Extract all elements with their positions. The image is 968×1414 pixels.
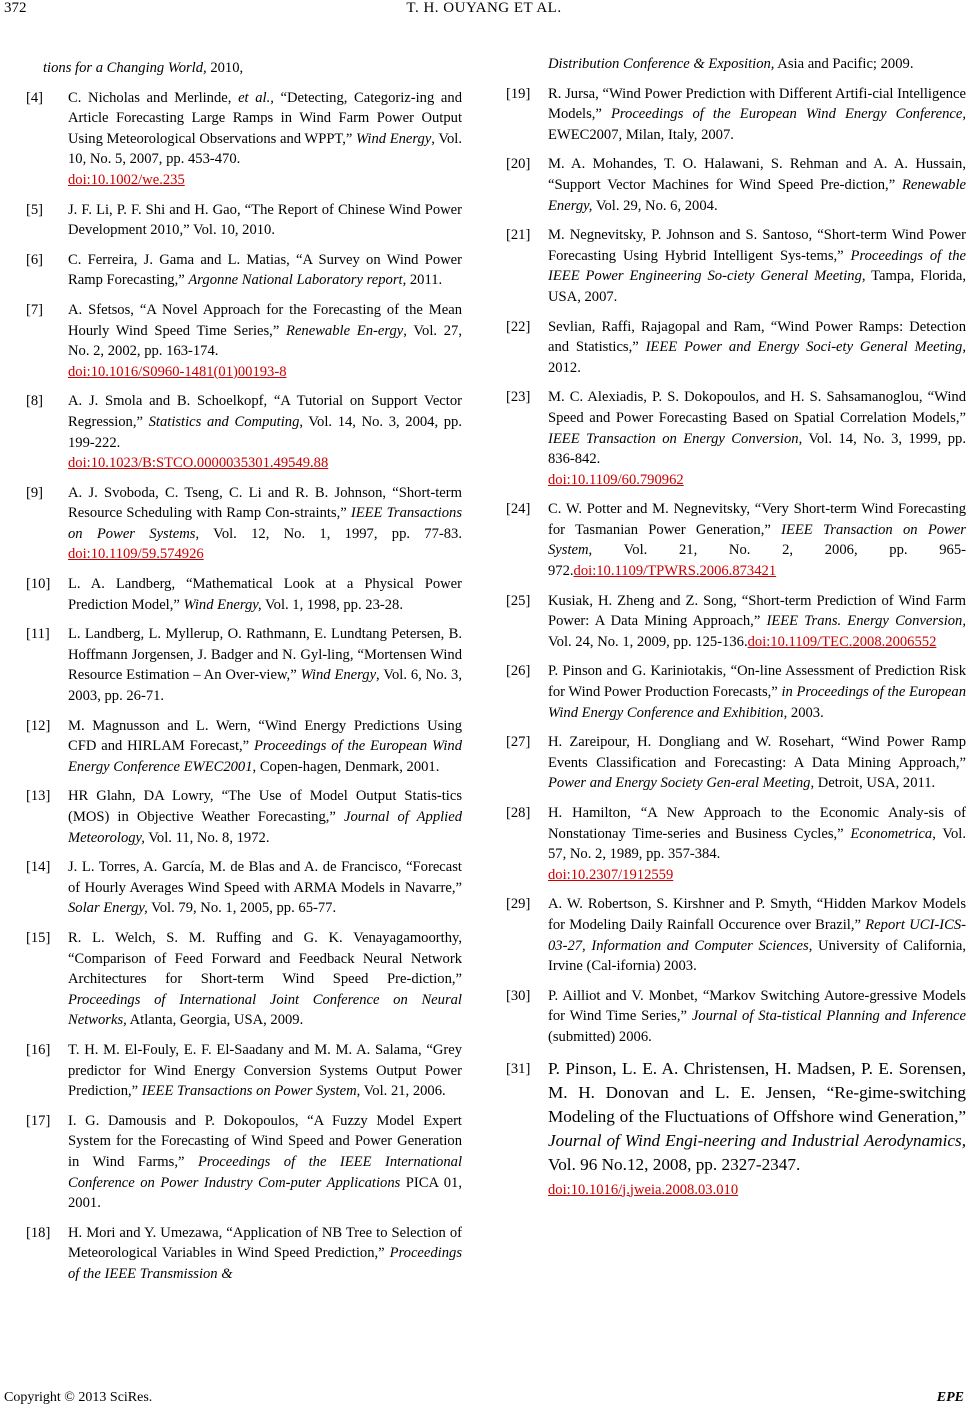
reference-item	[506, 154, 966, 216]
continued-title: Distribution Conference & Exposition,	[548, 56, 775, 72]
left-column	[26, 58, 462, 1293]
reference-source: Solar Energy,	[68, 900, 148, 917]
reference-text	[548, 732, 966, 794]
doi-link[interactable]: doi:10.2307/1912559	[548, 866, 674, 883]
reference-source: Journal of Applied Meteorology,	[68, 809, 462, 846]
reference-source: Proceedings of the IEEE International Conference on Power Industry Com-puter Applications	[68, 1153, 462, 1191]
reference-number: [10]	[26, 576, 51, 593]
reference-number: [4]	[26, 89, 44, 106]
doi-link[interactable]: doi:10.1109/TPWRS.2006.873421	[573, 563, 777, 580]
reference-segment: A. W. Robertson, S. Kirshner and P. Smyth, “Hidden Markov Models for Modeling Daily Rainfall Occurence over Brazil,”	[548, 896, 966, 933]
reference-segment: Sevlian, Raffi, Rajagopal and Ram, “Wind Power Ramps: Detection and Statistics,”	[548, 318, 966, 356]
reference-number: [9]	[26, 484, 44, 501]
reference-item	[506, 387, 966, 490]
reference-source: Wind Energy	[300, 667, 377, 684]
reference-segment: “Detecting, Categoriz-ing and Article Forecasting Large Ramps in Wind Farm Power Output Using Meteorological Observations and WPPT,”	[68, 89, 462, 147]
reference-source: in Proceedings of the European Wind Energy Conference and Exhibition	[548, 684, 966, 721]
reference-segment: PICA 01, 2001.	[68, 1174, 462, 1212]
reference-source: Renewable Energy,	[548, 176, 966, 214]
reference-source: Power and Energy Society Gen-eral Meeting	[548, 775, 811, 792]
reference-text	[548, 591, 966, 653]
reference-item	[506, 732, 966, 794]
reference-text	[68, 786, 462, 848]
reference-text	[68, 1111, 462, 1214]
reference-text	[548, 986, 966, 1048]
running-title: T. H. OUYANG ET AL.	[406, 0, 562, 16]
reference-text	[68, 574, 462, 615]
reference-segment: , Copen-hagen, Denmark, 2001.	[252, 758, 440, 775]
reference-segment: P. Pinson, L. E. A. Christensen, H. Madsen, P. E. Sorensen, M. H. Donovan and L. E. Jensen, “Re-gime-switching Modeling of the Fluctuations of Offshore wind Generation,”	[548, 1058, 966, 1126]
reference-item	[506, 661, 966, 723]
doi-link[interactable]: doi:10.1109/60.790962	[548, 471, 684, 488]
reference-text	[548, 154, 966, 216]
reference-item	[506, 894, 966, 976]
reference-source: Wind Energy	[356, 130, 432, 147]
reference-segment: , Detroit, USA, 2011.	[810, 775, 936, 792]
continued-reference	[548, 54, 966, 75]
reference-text	[548, 84, 966, 146]
reference-item	[26, 574, 462, 615]
reference-segment: A. Sfetsos, “A Novel Approach for the Forecasting of the Mean Hourly Wind Speed Time Series,”	[68, 301, 462, 339]
reference-segment: C. Nicholas and Merlinde,	[68, 89, 239, 106]
reference-segment: M. A. Mohandes, T. O. Halawani, S. Rehman and A. A. Hussain, “Support Vector Machines for Wind Speed Pre-diction,”	[548, 156, 966, 193]
reference-segment: Vol. 79, No. 1, 2005, pp. 65-77.	[147, 900, 337, 917]
reference-number: [14]	[26, 859, 51, 876]
reference-segment: , Vol. 14, No. 3, 2004, pp. 199-222.	[68, 413, 462, 451]
reference-text	[68, 857, 462, 919]
reference-item	[26, 1223, 462, 1285]
reference-text	[548, 803, 966, 885]
reference-item	[506, 986, 966, 1048]
reference-segment: Tampa, Florida, USA, 2007.	[548, 268, 966, 305]
reference-item	[26, 88, 462, 191]
reference-item	[506, 591, 966, 653]
reference-segment: A. J. Smola and B. Schoelkopf, “A Tutorial on Support Vector Regression,”	[68, 393, 462, 430]
reference-segment: EWEC2007, Milan, Italy, 2007.	[548, 126, 734, 143]
reference-segment: H. Hamilton, “A New Approach to the Economic Analy-sis of Nonstationay Time-series and Business Cycles,”	[548, 805, 966, 842]
reference-item	[506, 84, 966, 146]
reference-number: [23]	[506, 389, 531, 406]
reference-item	[506, 225, 966, 307]
reference-source: Journal of Wind Engi-neering and Industrial Aerodynamics,	[548, 1130, 966, 1150]
reference-text	[68, 88, 462, 191]
reference-segment: , Vol. 12, No. 1, 1997, pp. 77-83.	[195, 525, 462, 542]
reference-number: [25]	[506, 592, 531, 609]
reference-text	[68, 483, 462, 565]
reference-segment: , Vol. 27, No. 2, 2002, pp. 163-174.	[68, 322, 462, 360]
reference-segment: , Vol. 6, No. 3, 2003, pp. 26-71.	[68, 667, 462, 705]
reference-segment: , Vol. 21, 2006.	[356, 1083, 446, 1100]
reference-segment: P. Pinson and G. Kariniotakis, “On-line Assessment of Prediction Risk for Wind Power Production Forecasts,”	[548, 663, 966, 701]
reference-text	[68, 716, 462, 778]
reference-segment: , Vol. 57, No. 2, 1989, pp. 357-384.	[548, 825, 966, 863]
reference-number: [22]	[506, 318, 531, 335]
reference-source: Proceedings of International Joint Conference on Neural Networks,	[68, 991, 462, 1029]
reference-item	[26, 250, 462, 291]
reference-source: IEEE Transactions on Power Systems	[68, 505, 463, 542]
reference-text	[68, 1040, 462, 1102]
reference-number: [27]	[506, 734, 531, 751]
page-number: 372	[4, 0, 27, 16]
reference-source: Proceedings of the IEEE Transmission &	[68, 1245, 462, 1282]
reference-number: [24]	[506, 501, 531, 518]
reference-segment: C. Ferreira, J. Gama and L. Matias, “A Survey on Wind Power Ramp Forecasting,”	[68, 251, 462, 289]
reference-text	[68, 624, 462, 706]
reference-segment: R. Jursa, “Wind Power Prediction with Different Artifi-cial Intelligence Models,”	[548, 85, 966, 123]
continued-reference	[43, 58, 462, 79]
doi-link[interactable]: doi:10.1016/j.jweia.2008.03.010	[548, 1181, 739, 1198]
reference-text	[548, 387, 966, 490]
reference-item	[506, 803, 966, 885]
reference-source: Journal of Sta-tistical Planning and Inference	[691, 1008, 967, 1025]
reference-segment: C. W. Potter and M. Negnevitsky, “Very Short-term Wind Forecasting for Tasmanian Power Generation,”	[548, 501, 966, 538]
reference-segment: Kusiak, H. Zheng and Z. Song, “Short-term Prediction of Wind Farm Power: A Data Mining Approach,”	[548, 592, 966, 630]
reference-text	[548, 661, 966, 723]
reference-number: [28]	[506, 805, 531, 821]
reference-segment: H. Zareipour, H. Dongliang and W. Rosehart, “Wind Power Ramp Events Classification and Forecasting: A Data Mining Approach,”	[548, 734, 966, 771]
doi-link[interactable]: doi:10.1109/59.574926	[68, 546, 204, 563]
doi-link[interactable]: doi:10.1002/we.235	[68, 171, 185, 188]
reference-source: IEEE Transaction on Power System	[548, 521, 966, 559]
reference-source: Proceedings of the European Wind Energy Conference,	[610, 106, 966, 123]
reference-number: [19]	[506, 85, 531, 102]
continued-title: tions for a Changing World,	[43, 60, 207, 76]
reference-segment: University of California, Irvine (Cal-ifornia) 2003.	[548, 937, 966, 975]
reference-list-left	[26, 88, 462, 1285]
reference-number: [8]	[26, 393, 44, 410]
reference-text	[68, 1223, 462, 1285]
reference-number: [21]	[506, 227, 531, 244]
reference-item	[506, 499, 966, 581]
reference-segment: J. L. Torres, A. García, M. de Blas and A. de Francisco, “Forecast of Hourly Averages Wind Speed with ARMA Models in Navarre,”	[68, 859, 462, 896]
reference-text	[68, 200, 462, 241]
reference-segment: J. F. Li, P. F. Shi and H. Gao, “The Report of Chinese Wind Power Development 2010,” Vol. 10, 2010.	[68, 201, 462, 239]
reference-segment: L. Landberg, L. Myllerup, O. Rathmann, E. Lundtang Petersen, B. Hoffmann Jorgensen, J. Badger and N. Gyl-ling, “Mortensen Wind Resource Estimation – An Over-view,”	[68, 626, 462, 684]
reference-source: IEEE Power and Energy Soci-ety General Meeting,	[645, 339, 966, 356]
reference-segment: L. A. Landberg, “Mathematical Look at a Physical Power Prediction Model,”	[68, 576, 462, 613]
reference-number: [6]	[26, 251, 44, 268]
reference-number: [30]	[506, 987, 531, 1004]
reference-text	[548, 225, 966, 307]
reference-segment: HR Glahn, DA Lowry, “The Use of Model Output Statis-tics (MOS) in Objective Weather Forecasting,”	[68, 788, 462, 825]
reference-number: [26]	[506, 663, 531, 680]
right-column	[506, 54, 966, 1211]
reference-segment: M. Negnevitsky, P. Johnson and S. Santoso, “Short-term Wind Power Forecasting Using Hybrid Intelligent Sys-tems,”	[548, 227, 966, 264]
reference-item	[26, 300, 462, 382]
reference-segment: T. H. M. El-Fouly, E. F. El-Saadany and M. M. A. Salama, “Grey predictor for Wind Energy Conversion Systems Output Power Prediction,”	[68, 1041, 462, 1100]
reference-number: [15]	[26, 929, 51, 946]
reference-segment: , 2011.	[402, 272, 443, 289]
reference-text	[548, 317, 966, 379]
reference-number: [31]	[506, 1060, 531, 1077]
reference-number: [17]	[26, 1112, 51, 1129]
copyright: Copyright © 2013 SciRes.	[4, 1390, 153, 1405]
reference-segment: M. C. Alexiadis, P. S. Dokopoulos, and H. S. Sahsamanoglou, “Wind Speed and Power Forecasting Based on Spatial Correlation Models,”	[548, 389, 966, 426]
reference-item	[26, 928, 462, 1031]
reference-source: Wind Energy,	[183, 596, 262, 613]
reference-segment: A. J. Svoboda, C. Tseng, C. Li and R. B. Johnson, “Short-term Resource Scheduling with Ramp Con-straints,”	[68, 484, 462, 522]
doi-link[interactable]: doi:10.1016/S0960-1481(01)00193-8	[68, 363, 287, 380]
reference-number: [20]	[506, 156, 531, 173]
reference-text	[68, 391, 462, 473]
reference-number: [11]	[26, 626, 50, 643]
reference-segment: Vol. 96 No.12, 2008, pp. 2327-2347.	[548, 1154, 801, 1174]
reference-source: et al.,	[238, 89, 274, 106]
continued-rest: 2010,	[206, 60, 244, 76]
reference-segment: H. Mori and Y. Umezawa, “Application of NB Tree to Selection of Meteorological Variables in Wind Speed Prediction,”	[68, 1224, 462, 1262]
reference-source: Renewable En-ergy	[286, 322, 404, 339]
reference-number: [18]	[26, 1224, 51, 1241]
reference-number: [7]	[26, 301, 44, 318]
reference-item	[26, 200, 462, 241]
doi-link[interactable]: doi:10.1023/B:STCO.0000035301.49549.88	[68, 455, 329, 472]
doi-link[interactable]: doi:10.1109/TEC.2008.2006552	[747, 633, 937, 650]
reference-number: [12]	[26, 717, 51, 734]
reference-number: [13]	[26, 788, 51, 805]
reference-item	[26, 1111, 462, 1214]
reference-number: [29]	[506, 896, 531, 913]
reference-segment: Vol. 24, No. 1, 2009, pp. 125-136.	[548, 633, 748, 650]
reference-list-right	[506, 84, 966, 1202]
reference-segment: Vol. 29, No. 6, 2004.	[592, 197, 718, 214]
reference-source: Report UCI-ICS-03-27, Information and Computer Sciences,	[548, 916, 966, 954]
reference-segment: , Vol. 14, No. 3, 1999, pp. 836-842.	[548, 430, 966, 468]
reference-item	[26, 786, 462, 848]
reference-item	[506, 317, 966, 379]
reference-source: IEEE Trans. Energy Conversion,	[766, 613, 967, 630]
reference-segment: , 2003.	[783, 704, 824, 721]
reference-segment: 2012.	[548, 359, 581, 376]
reference-segment: Vol. 1, 1998, pp. 23-28.	[261, 596, 403, 613]
reference-segment: , Vol. 21, No. 2, 2006, pp. 965-972.	[548, 542, 966, 580]
reference-source: Proceedings of the IEEE Power Engineering So-ciety General Meeting,	[548, 247, 966, 285]
reference-item	[26, 391, 462, 473]
reference-number: [16]	[26, 1041, 51, 1058]
reference-text	[68, 250, 462, 291]
reference-segment: I. G. Damousis and P. Dokopoulos, “A Fuzzy Model Expert System for the Forecasting of Wind Speed and Power Generation in Wind Farms,”	[68, 1112, 462, 1170]
reference-item	[26, 716, 462, 778]
reference-source: Statistics and Computing	[148, 413, 300, 430]
reference-item	[26, 483, 462, 565]
reference-text	[548, 1057, 966, 1202]
reference-item	[506, 1057, 966, 1202]
reference-source: IEEE Transaction on Energy Conversion	[548, 430, 799, 447]
reference-source: Argonne National Laboratory report	[188, 272, 403, 289]
reference-item	[26, 1040, 462, 1102]
reference-segment: P. Ailliot and V. Monbet, “Markov Switching Autore-gressive Models for Wind Time Series,”	[548, 987, 966, 1025]
reference-number: [5]	[26, 201, 44, 218]
reference-segment: Atlanta, Georgia, USA, 2009.	[126, 1012, 304, 1029]
reference-item	[26, 624, 462, 706]
reference-source: Proceedings of the European Wind Energy Conference EWEC2001	[68, 738, 462, 775]
reference-text	[68, 928, 462, 1031]
journal-abbrev: EPE	[936, 1390, 964, 1405]
reference-segment: M. Magnusson and L. Wern, “Wind Energy Predictions Using CFD and HIRLAM Forecast,”	[68, 717, 462, 755]
reference-item	[26, 857, 462, 919]
reference-segment: , Vol. 10, No. 5, 2007, pp. 453-470.	[68, 130, 462, 168]
continued-rest: Asia and Pacific; 2009.	[774, 56, 914, 72]
reference-text	[548, 894, 966, 976]
reference-segment: Vol. 11, No. 8, 1972.	[144, 829, 270, 846]
reference-segment: R. L. Welch, S. M. Ruffing and G. K. Venayagamoorthy, “Comparison of Feed Forward and Feedback Neural Network Architectures for Short-term Wind Speed Pre-diction,”	[68, 929, 462, 988]
reference-text	[548, 499, 966, 581]
reference-source: IEEE Transactions on Power System	[141, 1083, 357, 1100]
reference-segment: (submitted) 2006.	[548, 1028, 652, 1045]
reference-text	[68, 300, 462, 382]
reference-source: Econometrica	[850, 825, 933, 842]
